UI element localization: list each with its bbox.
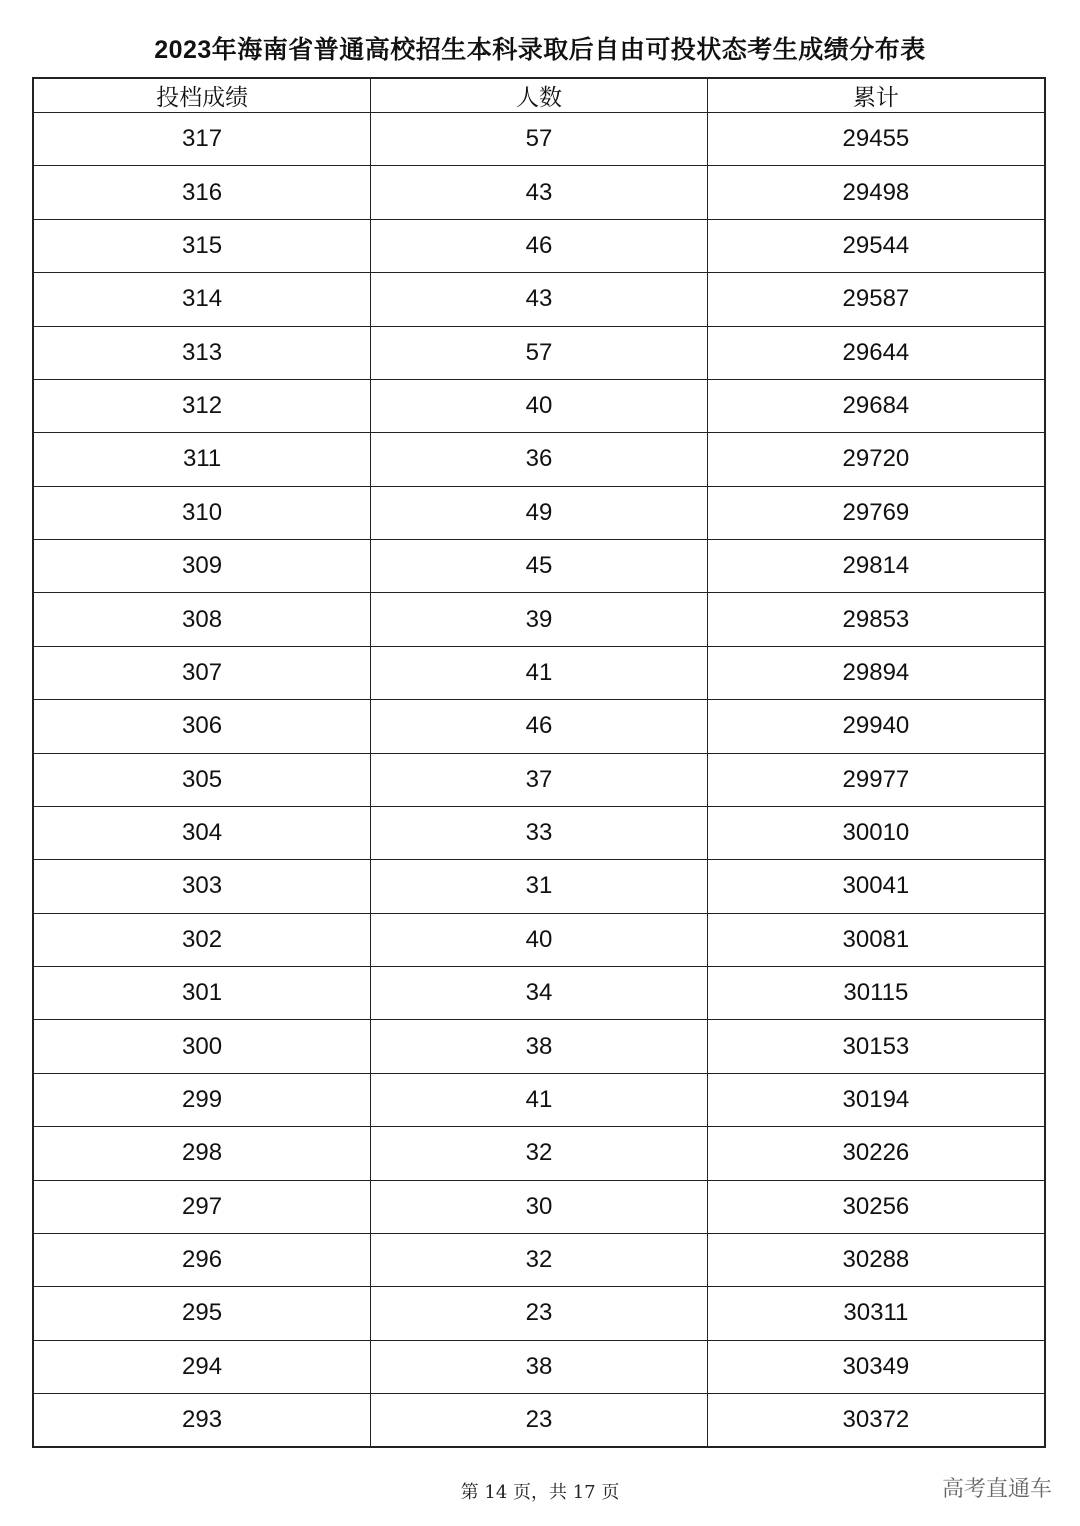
cumulative-cell: 30372 [707,1394,1044,1447]
cumulative-cell: 29814 [707,540,1044,593]
table-row [34,593,1044,646]
count-cell: 32 [371,1233,708,1286]
table-row [34,1394,1044,1447]
cumulative-cell: 29587 [707,273,1044,326]
score-cell: 299 [34,1073,371,1126]
cumulative-cell: 29853 [707,593,1044,646]
cumulative-cell: 29894 [707,646,1044,699]
cumulative-cell: 30010 [707,806,1044,859]
cumulative-cell: 30256 [707,1180,1044,1233]
table-row [34,1287,1044,1340]
count-cell: 23 [371,1287,708,1340]
cumulative-cell: 29498 [707,166,1044,219]
count-cell: 38 [371,1340,708,1393]
score-distribution-table [32,77,1046,1448]
cumulative-cell: 29644 [707,326,1044,379]
table-header-row [34,79,1044,113]
table-row [34,113,1044,166]
count-cell: 33 [371,806,708,859]
score-cell: 312 [34,379,371,432]
table-row [34,486,1044,539]
cumulative-cell: 29940 [707,700,1044,753]
cumulative-cell: 30349 [707,1340,1044,1393]
cumulative-cell: 29977 [707,753,1044,806]
table-row [34,1180,1044,1233]
score-cell: 317 [34,113,371,166]
table-row [34,166,1044,219]
table-row [34,1020,1044,1073]
count-cell: 57 [371,326,708,379]
score-cell: 297 [34,1180,371,1233]
column-header-count: 人数 [371,79,708,113]
count-cell: 40 [371,913,708,966]
score-cell: 310 [34,486,371,539]
score-cell: 315 [34,219,371,272]
score-cell: 294 [34,1340,371,1393]
count-cell: 43 [371,166,708,219]
score-cell: 308 [34,593,371,646]
score-cell: 316 [34,166,371,219]
table-row [34,379,1044,432]
score-cell: 295 [34,1287,371,1340]
count-cell: 40 [371,379,708,432]
score-cell: 313 [34,326,371,379]
table-row [34,219,1044,272]
count-cell: 38 [371,1020,708,1073]
cumulative-cell: 30226 [707,1127,1044,1180]
watermark-text: 高考直通车 [941,1477,1052,1502]
table-row [34,646,1044,699]
table-row [34,1127,1044,1180]
score-cell: 307 [34,646,371,699]
cumulative-cell: 29769 [707,486,1044,539]
score-cell: 293 [34,1394,371,1447]
score-cell: 306 [34,700,371,753]
count-cell: 32 [371,1127,708,1180]
table-body [34,113,1044,1447]
count-cell: 23 [371,1394,708,1447]
count-cell: 41 [371,1073,708,1126]
score-table [34,79,1044,1446]
column-header-cumulative: 累计 [707,79,1044,113]
cumulative-cell: 30194 [707,1073,1044,1126]
score-cell: 311 [34,433,371,486]
count-cell: 30 [371,1180,708,1233]
score-cell: 304 [34,806,371,859]
cumulative-cell: 30311 [707,1287,1044,1340]
cumulative-cell: 29720 [707,433,1044,486]
table-row [34,860,1044,913]
document-title: 2023年海南省普通高校招生本科录取后自由可投状态考生成绩分布表 [154,36,926,64]
count-cell: 57 [371,113,708,166]
cumulative-cell: 29455 [707,113,1044,166]
table-row [34,1073,1044,1126]
score-cell: 296 [34,1233,371,1286]
table-row [34,1340,1044,1393]
table-row [34,433,1044,486]
score-cell: 301 [34,967,371,1020]
table-row [34,700,1044,753]
cumulative-cell: 30153 [707,1020,1044,1073]
count-cell: 49 [371,486,708,539]
cumulative-cell: 30041 [707,860,1044,913]
table-row [34,326,1044,379]
score-cell: 303 [34,860,371,913]
table-row [34,540,1044,593]
count-cell: 39 [371,593,708,646]
score-cell: 309 [34,540,371,593]
table-row [34,1233,1044,1286]
cumulative-cell: 30081 [707,913,1044,966]
count-cell: 45 [371,540,708,593]
score-cell: 298 [34,1127,371,1180]
count-cell: 43 [371,273,708,326]
column-header-score: 投档成绩 [34,79,371,113]
table-row [34,806,1044,859]
count-cell: 37 [371,753,708,806]
table-row [34,273,1044,326]
page-footer: 第 14 页，共 17 页 [460,1482,620,1503]
cumulative-cell: 29544 [707,219,1044,272]
count-cell: 36 [371,433,708,486]
cumulative-cell: 29684 [707,379,1044,432]
score-cell: 302 [34,913,371,966]
cumulative-cell: 30115 [707,967,1044,1020]
score-cell: 300 [34,1020,371,1073]
table-row [34,913,1044,966]
score-cell: 314 [34,273,371,326]
count-cell: 34 [371,967,708,1020]
cumulative-cell: 30288 [707,1233,1044,1286]
score-cell: 305 [34,753,371,806]
table-row [34,967,1044,1020]
table-row [34,753,1044,806]
count-cell: 41 [371,646,708,699]
count-cell: 46 [371,219,708,272]
count-cell: 31 [371,860,708,913]
count-cell: 46 [371,700,708,753]
